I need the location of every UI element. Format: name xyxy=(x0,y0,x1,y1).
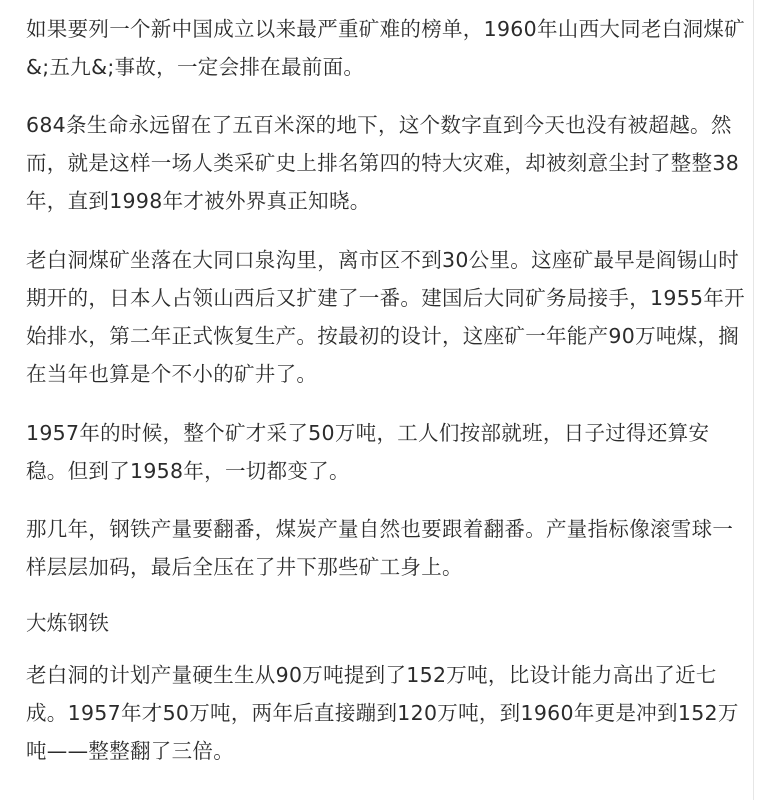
scrollbar-track[interactable] xyxy=(753,0,764,800)
paragraph-1957-production: 1957年的时候，整个矿才采了50万吨，工人们按部就班，日子过得还算安稳。但到了1958年，一切都变了。 xyxy=(26,421,710,483)
paragraph-intro: 如果要列一个新中国成立以来最严重矿难的榜单，1960年山西大同老白洞煤矿&;五九&;事故，一定会排在最前面。 xyxy=(26,17,745,79)
section-heading: 大炼钢铁 xyxy=(26,611,110,635)
paragraph-death-toll: 684条生命永远留在了五百米深的地下，这个数字直到今天也没有被超越。然而，就是这样一场人类采矿史上排名第四的特大灾难，却被刻意尘封了整整38年，直到1998年才被外界真正知晓。 xyxy=(26,113,740,213)
article-body xyxy=(26,10,748,770)
paragraph-quota-pressure: 那几年，钢铁产量要翻番，煤炭产量自然也要跟着翻番。产量指标像滚雪球一样层层加码，最后全压在了井下那些矿工身上。 xyxy=(26,517,734,579)
paragraph-planned-output: 老白洞的计划产量硬生生从90万吨提到了152万吨，比设计能力高出了近七成。1957年才50万吨，两年后直接蹦到120万吨，到1960年更是冲到152万吨——整整翻了三倍。 xyxy=(26,663,739,763)
paragraph-mine-history: 老白洞煤矿坐落在大同口泉沟里，离市区不到30公里。这座矿最早是阎锡山时期开的，日本人占领山西后又扩建了一番。建国后大同矿务局接手，1955年开始排水，第二年正式恢复生产。按最初的设计，这座矿一年能产90万吨煤，搁在当年也算是个不小的矿井了。 xyxy=(26,248,745,386)
